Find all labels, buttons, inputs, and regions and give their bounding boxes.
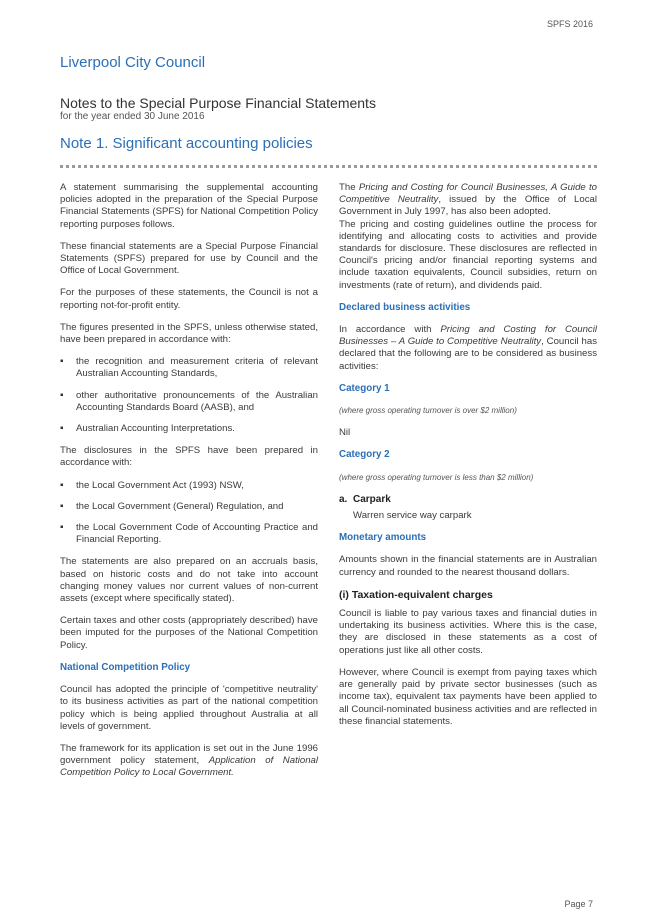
- guide-title: Pricing and Costing for Council Businesses, A Guide to Competitive Neutrality: [339, 182, 598, 206]
- section-heading-category-1: Category 1: [339, 382, 390, 394]
- section-heading-monetary: Monetary amounts: [339, 532, 427, 544]
- paragraph: [339, 324, 597, 373]
- list-item: ▪ the Local Government Act (1993) NSW,: [60, 480, 318, 492]
- paragraph: The pricing and costing guidelines outline the process for identifying and allocating costs to activities and provide standards for disclosure. These disclosures are reflected in Council's pricing and/or financial reporting systems and include taxation equivalents, Council subsidies, return on investments (rate of return), and dividends paid.: [339, 218, 597, 291]
- category-2-item: [339, 494, 597, 506]
- standards-list: [60, 356, 318, 435]
- text-run: In accordance with: [339, 324, 441, 336]
- section-heading-declared: Declared business activities: [339, 301, 471, 313]
- list-item: ▪ Australian Accounting Interpretations.: [60, 423, 318, 435]
- note-title: Note 1. Significant accounting policies: [60, 135, 313, 152]
- section-heading-tax: (i) Taxation-equivalent charges: [339, 588, 493, 601]
- category-1-value: Nil: [339, 427, 351, 439]
- policy-title: Application of National Competition Policy to Local Government.: [60, 755, 319, 779]
- list-item: ▪ other authoritative pronouncements of the Australian Accounting Standards Board (AASB), and: [60, 390, 318, 414]
- document-code: SPFS 2016: [546, 19, 593, 29]
- text-run: The: [339, 182, 359, 193]
- list-item: ▪ the Local Government Code of Accounting Practice and Financial Reporting.: [60, 522, 318, 546]
- organisation-name: Liverpool City Council: [60, 54, 206, 71]
- section-heading-ncp: National Competition Policy: [60, 661, 191, 673]
- paragraph: These financial statements are a Special Purpose Financial Statements (SPFS) prepared for use by Council and the Office of Local Government.: [60, 240, 318, 277]
- category-2-note: (where gross operating turnover is less than $2 million): [339, 472, 534, 482]
- list-item: ▪ the Local Government (General) Regulation, and: [60, 501, 318, 513]
- paragraph: The figures presented in the SPFS, unless otherwise stated, have been prepared in accordance with:: [60, 321, 318, 346]
- document-subtitle: for the year ended 30 June 2016: [60, 111, 205, 122]
- left-column: [60, 182, 318, 790]
- paragraph: Certain taxes and other costs (appropriately described) have been imputed for the purposes of the National Competition Policy.: [60, 615, 318, 651]
- text-run: The framework for its application is set out in the June 1996 government policy statement,: [60, 742, 318, 767]
- paragraph: The disclosures in the SPFS have been prepared in accordance with:: [60, 445, 318, 469]
- text-run: , Council has declared that the following are to be considered as business activities:: [339, 336, 597, 372]
- paragraph: For the purposes of these statements, the Council is not a reporting not-for-profit entity.: [60, 287, 318, 311]
- text-run: , issued by the Office of Local Government in July 1997, has also been adopted.: [339, 194, 597, 218]
- category-1-note: (where gross operating turnover is over $2 million): [339, 406, 517, 416]
- paragraph: However, where Council is exempt from paying taxes which are generally paid by private sector businesses (such as income tax), equivalent tax payments have been applied to all Council-nominated business activities and are reflected in these financial statements.: [339, 666, 597, 727]
- page-number: Page 7: [564, 899, 593, 909]
- paragraph: [339, 182, 597, 219]
- paragraph: Amounts shown in the financial statements are in Australian currency and rounded to the nearest thousand dollars.: [339, 554, 597, 578]
- section-heading-category-2: Category 2: [339, 449, 390, 461]
- section-divider: [60, 165, 597, 168]
- paragraph: Council has adopted the principle of 'competitive neutrality' to its business activities as part of the national competition policy which is being applied throughout Australia at all levels of government.: [60, 684, 318, 732]
- right-column: [339, 182, 597, 738]
- item-name: Carpark: [353, 493, 391, 505]
- list-item: ▪ the recognition and measurement criteria of relevant Australian Accounting Standards,: [60, 356, 318, 380]
- paragraph: The statements are also prepared on an accruals basis, based on historic costs and do not take into account changing money values nor current values of non-current assets (except where specifically stated).: [60, 556, 318, 605]
- item-letter: a.: [339, 493, 348, 505]
- paragraph: Council is liable to pay various taxes and financial duties in undertaking its business activities. Where this is the case, they are disclosed in these statements as a cost of operations just like all other costs.: [339, 608, 597, 656]
- guide-title: Pricing and Costing for Council Businesses – A Guide to Competitive Neutrality: [339, 324, 597, 348]
- item-description: Warren service way carpark: [353, 510, 472, 522]
- paragraph: [60, 743, 318, 780]
- document-title: Notes to the Special Purpose Financial Statements: [60, 95, 376, 111]
- legislation-list: [60, 480, 318, 547]
- paragraph: A statement summarising the supplemental accounting policies adopted in the preparation of the Special Purpose Financial Statements (SPFS) for National Competition Policy reporting purposes follows.: [60, 182, 318, 230]
